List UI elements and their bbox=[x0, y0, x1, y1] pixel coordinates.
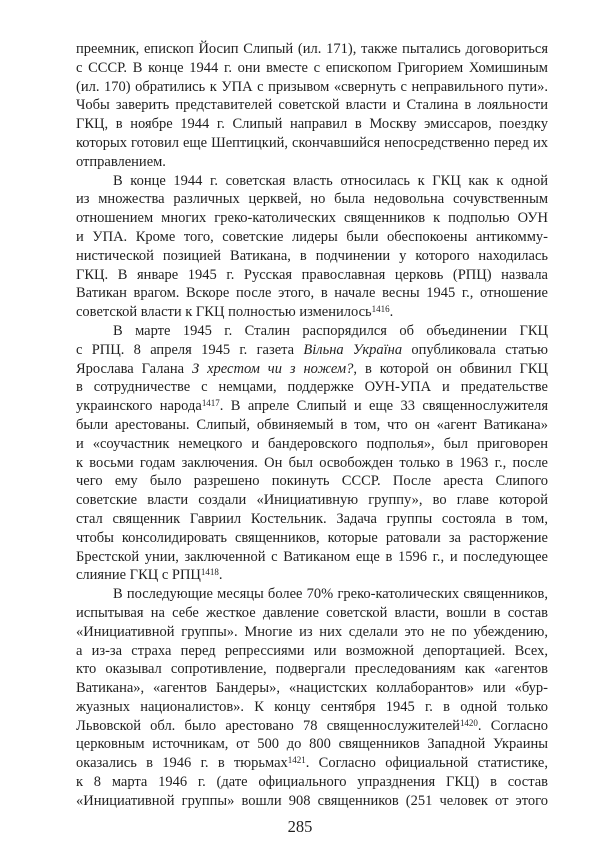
text-line bbox=[76, 341, 548, 360]
text-segment: украинского народа bbox=[76, 398, 202, 415]
text-segment: и «соучастник немецкого и бандеровского подполья», был приговорен bbox=[76, 435, 548, 452]
text-line bbox=[76, 228, 548, 247]
text-segment: стал священник Гавриил Костельник. Задача группы состояла в том, bbox=[76, 510, 548, 527]
footnote-ref: 1417 bbox=[201, 398, 220, 409]
text-segment: Ватикан врагом. Вскоре после этого, в начале весны 1945 г., отношение bbox=[76, 285, 548, 302]
text-segment: советской власти к ГКЦ полностью изменилось bbox=[76, 304, 372, 321]
text-segment: нистической позицией Ватикана, в подчинении у которого находилась bbox=[76, 247, 548, 264]
text-segment: Ярослава Галана bbox=[76, 360, 193, 377]
paragraph bbox=[76, 172, 548, 322]
footnote-ref: 1420 bbox=[459, 717, 478, 728]
text-line bbox=[76, 510, 548, 529]
text-segment: а из-за страха перед репрессиями или возможной депортацией. Всех, bbox=[76, 642, 548, 659]
text-line bbox=[76, 416, 548, 435]
text-line bbox=[76, 115, 548, 134]
text-segment: чего ему было разрешено покинуть СССР. После ареста Слипого bbox=[76, 473, 548, 490]
text-segment: ГКЦ, в ноябре 1944 г. Слипый направил в Москву эмиссаров, поездку bbox=[76, 116, 548, 133]
footnote-ref: 1416 bbox=[371, 304, 390, 315]
text-line bbox=[76, 153, 548, 172]
text-segment: , в которой он обвинил ГКЦ bbox=[353, 360, 548, 377]
text-line bbox=[76, 735, 548, 754]
text-segment: отношением многих греко-католических священников к подполью ОУН bbox=[76, 210, 548, 227]
text-line bbox=[76, 360, 548, 379]
text-segment: Чобы заверить представителей советской власти и Сталина в лояльности bbox=[76, 97, 548, 114]
text-segment: к восьми годам заключения. Он был освобожден только в 1963 г., после bbox=[76, 454, 548, 471]
text-segment: В конце 1944 г. советская власть относилась к ГКЦ как к одной bbox=[113, 172, 548, 189]
text-line bbox=[76, 472, 548, 491]
text-segment: . bbox=[218, 567, 223, 584]
text-line bbox=[76, 491, 548, 510]
text-segment: . В апреле Слипый и еще 33 священнослужителя bbox=[219, 398, 549, 415]
page-number: 285 bbox=[287, 817, 313, 836]
text-segment: с СССР. В конце 1944 г. они вместе с епископом Григорием Хомишиным bbox=[76, 59, 548, 76]
text-line bbox=[76, 642, 548, 661]
text-line bbox=[76, 266, 548, 285]
text-block bbox=[76, 40, 548, 811]
text-line bbox=[76, 172, 548, 191]
text-line bbox=[76, 96, 548, 115]
text-segment: «Инициативной группы» вошли 908 священников (251 человек от этого bbox=[76, 792, 548, 809]
text-line bbox=[76, 529, 548, 548]
text-line bbox=[76, 247, 548, 266]
text-line bbox=[76, 284, 548, 303]
text-line bbox=[76, 322, 548, 341]
text-segment: кто оказывал сопротивление, подвергали преследованиям как «агентов bbox=[76, 661, 548, 678]
text-segment: были арестованы. Слипый, обвиняемый в том, что он «агент Ватикана» bbox=[76, 416, 548, 433]
text-line bbox=[76, 698, 548, 717]
footnote-ref: 1421 bbox=[287, 755, 306, 766]
text-segment: из множества различных церквей, но была недовольна сочувственным bbox=[76, 191, 548, 208]
text-segment: . bbox=[389, 304, 394, 321]
text-segment: советские власти создали «Инициативную группу», во главе которой bbox=[76, 492, 548, 509]
text-segment: Ватикана», «агентов Бандеры», «нацистских коллаборантов» или «бур- bbox=[76, 680, 548, 697]
text-line bbox=[76, 435, 548, 454]
text-line bbox=[76, 548, 548, 567]
text-segment: слияние ГКЦ с РПЦ bbox=[76, 567, 201, 584]
text-segment: «Инициативной группы». Многие из них сделали это не по убеждению, bbox=[76, 623, 548, 640]
text-segment: Львовской обл. было арестовано 78 священнослужителей bbox=[76, 717, 460, 734]
text-segment: Брестской унии, заключенной с Ватиканом еще в 1596 г., и последующее bbox=[76, 548, 548, 565]
text-segment: Вільна Україна bbox=[303, 341, 403, 358]
text-segment: в сотрудничестве с немцами, поддержке ОУН-УПА и предательстве bbox=[76, 379, 548, 396]
text-segment: (ил. 170) обратились к УПА с призывом «свернуть с неправильного пути». bbox=[76, 78, 548, 95]
text-line bbox=[76, 134, 548, 153]
text-line bbox=[76, 40, 548, 59]
text-segment: опубликовала статью bbox=[402, 341, 548, 358]
text-line bbox=[76, 679, 548, 698]
text-segment: чтобы консолидировать священников, которые ратовали за расторжение bbox=[76, 529, 548, 546]
paragraph bbox=[76, 585, 548, 811]
text-line bbox=[76, 604, 548, 623]
text-line bbox=[76, 378, 548, 397]
text-line bbox=[76, 78, 548, 97]
text-line bbox=[76, 623, 548, 642]
text-segment: и УПА. Кроме того, советские лидеры были обеспокоены антикомму- bbox=[76, 228, 548, 245]
footnote-ref: 1418 bbox=[200, 567, 219, 578]
text-line bbox=[76, 303, 548, 322]
text-line bbox=[76, 773, 548, 792]
text-line bbox=[76, 792, 548, 811]
text-segment: отправлением. bbox=[76, 153, 166, 170]
text-segment: церковным источникам, от 500 до 800 священников Западной Украины bbox=[76, 736, 548, 753]
text-segment: которых готовил еще Шептицкий, скончавшийся непосредственно перед их bbox=[76, 134, 548, 151]
text-line bbox=[76, 209, 548, 228]
text-segment: . Согласно официальной статистике, bbox=[305, 755, 548, 772]
text-segment: жуазных националистов». К концу сентября 1945 г. в одной только bbox=[76, 698, 548, 715]
text-segment: В марте 1945 г. Сталин распорядился об объединении ГКЦ bbox=[113, 322, 548, 339]
text-line bbox=[76, 59, 548, 78]
text-segment: . Согласно bbox=[477, 717, 549, 734]
text-segment: оказались в 1946 г. в тюрьмах bbox=[76, 755, 288, 772]
text-segment: З хрестом чи з ножем? bbox=[192, 360, 354, 377]
text-line bbox=[76, 754, 548, 773]
text-line bbox=[76, 454, 548, 473]
text-segment: испытывая на себе жесткое давление советской власти, вошли в состав bbox=[76, 604, 548, 621]
text-line bbox=[76, 660, 548, 679]
paragraph bbox=[76, 322, 548, 585]
paragraph bbox=[76, 40, 548, 172]
text-segment: преемник, епископ Йосип Слипый (ил. 171), также пытались договориться bbox=[76, 41, 548, 57]
text-segment: ГКЦ. В январе 1945 г. Русская православная церковь (РПЦ) назвала bbox=[76, 266, 548, 283]
text-segment: В последующие месяцы более 70% греко-католических священников, bbox=[113, 586, 548, 603]
text-line bbox=[76, 397, 548, 416]
text-line bbox=[76, 190, 548, 209]
text-line bbox=[76, 717, 548, 736]
text-line bbox=[76, 566, 548, 585]
text-segment: к 8 марта 1946 г. (дате официального упразднения ГКЦ) в состав bbox=[76, 774, 548, 791]
text-segment: с РПЦ. 8 апреля 1945 г. газета bbox=[76, 341, 304, 358]
text-line bbox=[76, 585, 548, 604]
